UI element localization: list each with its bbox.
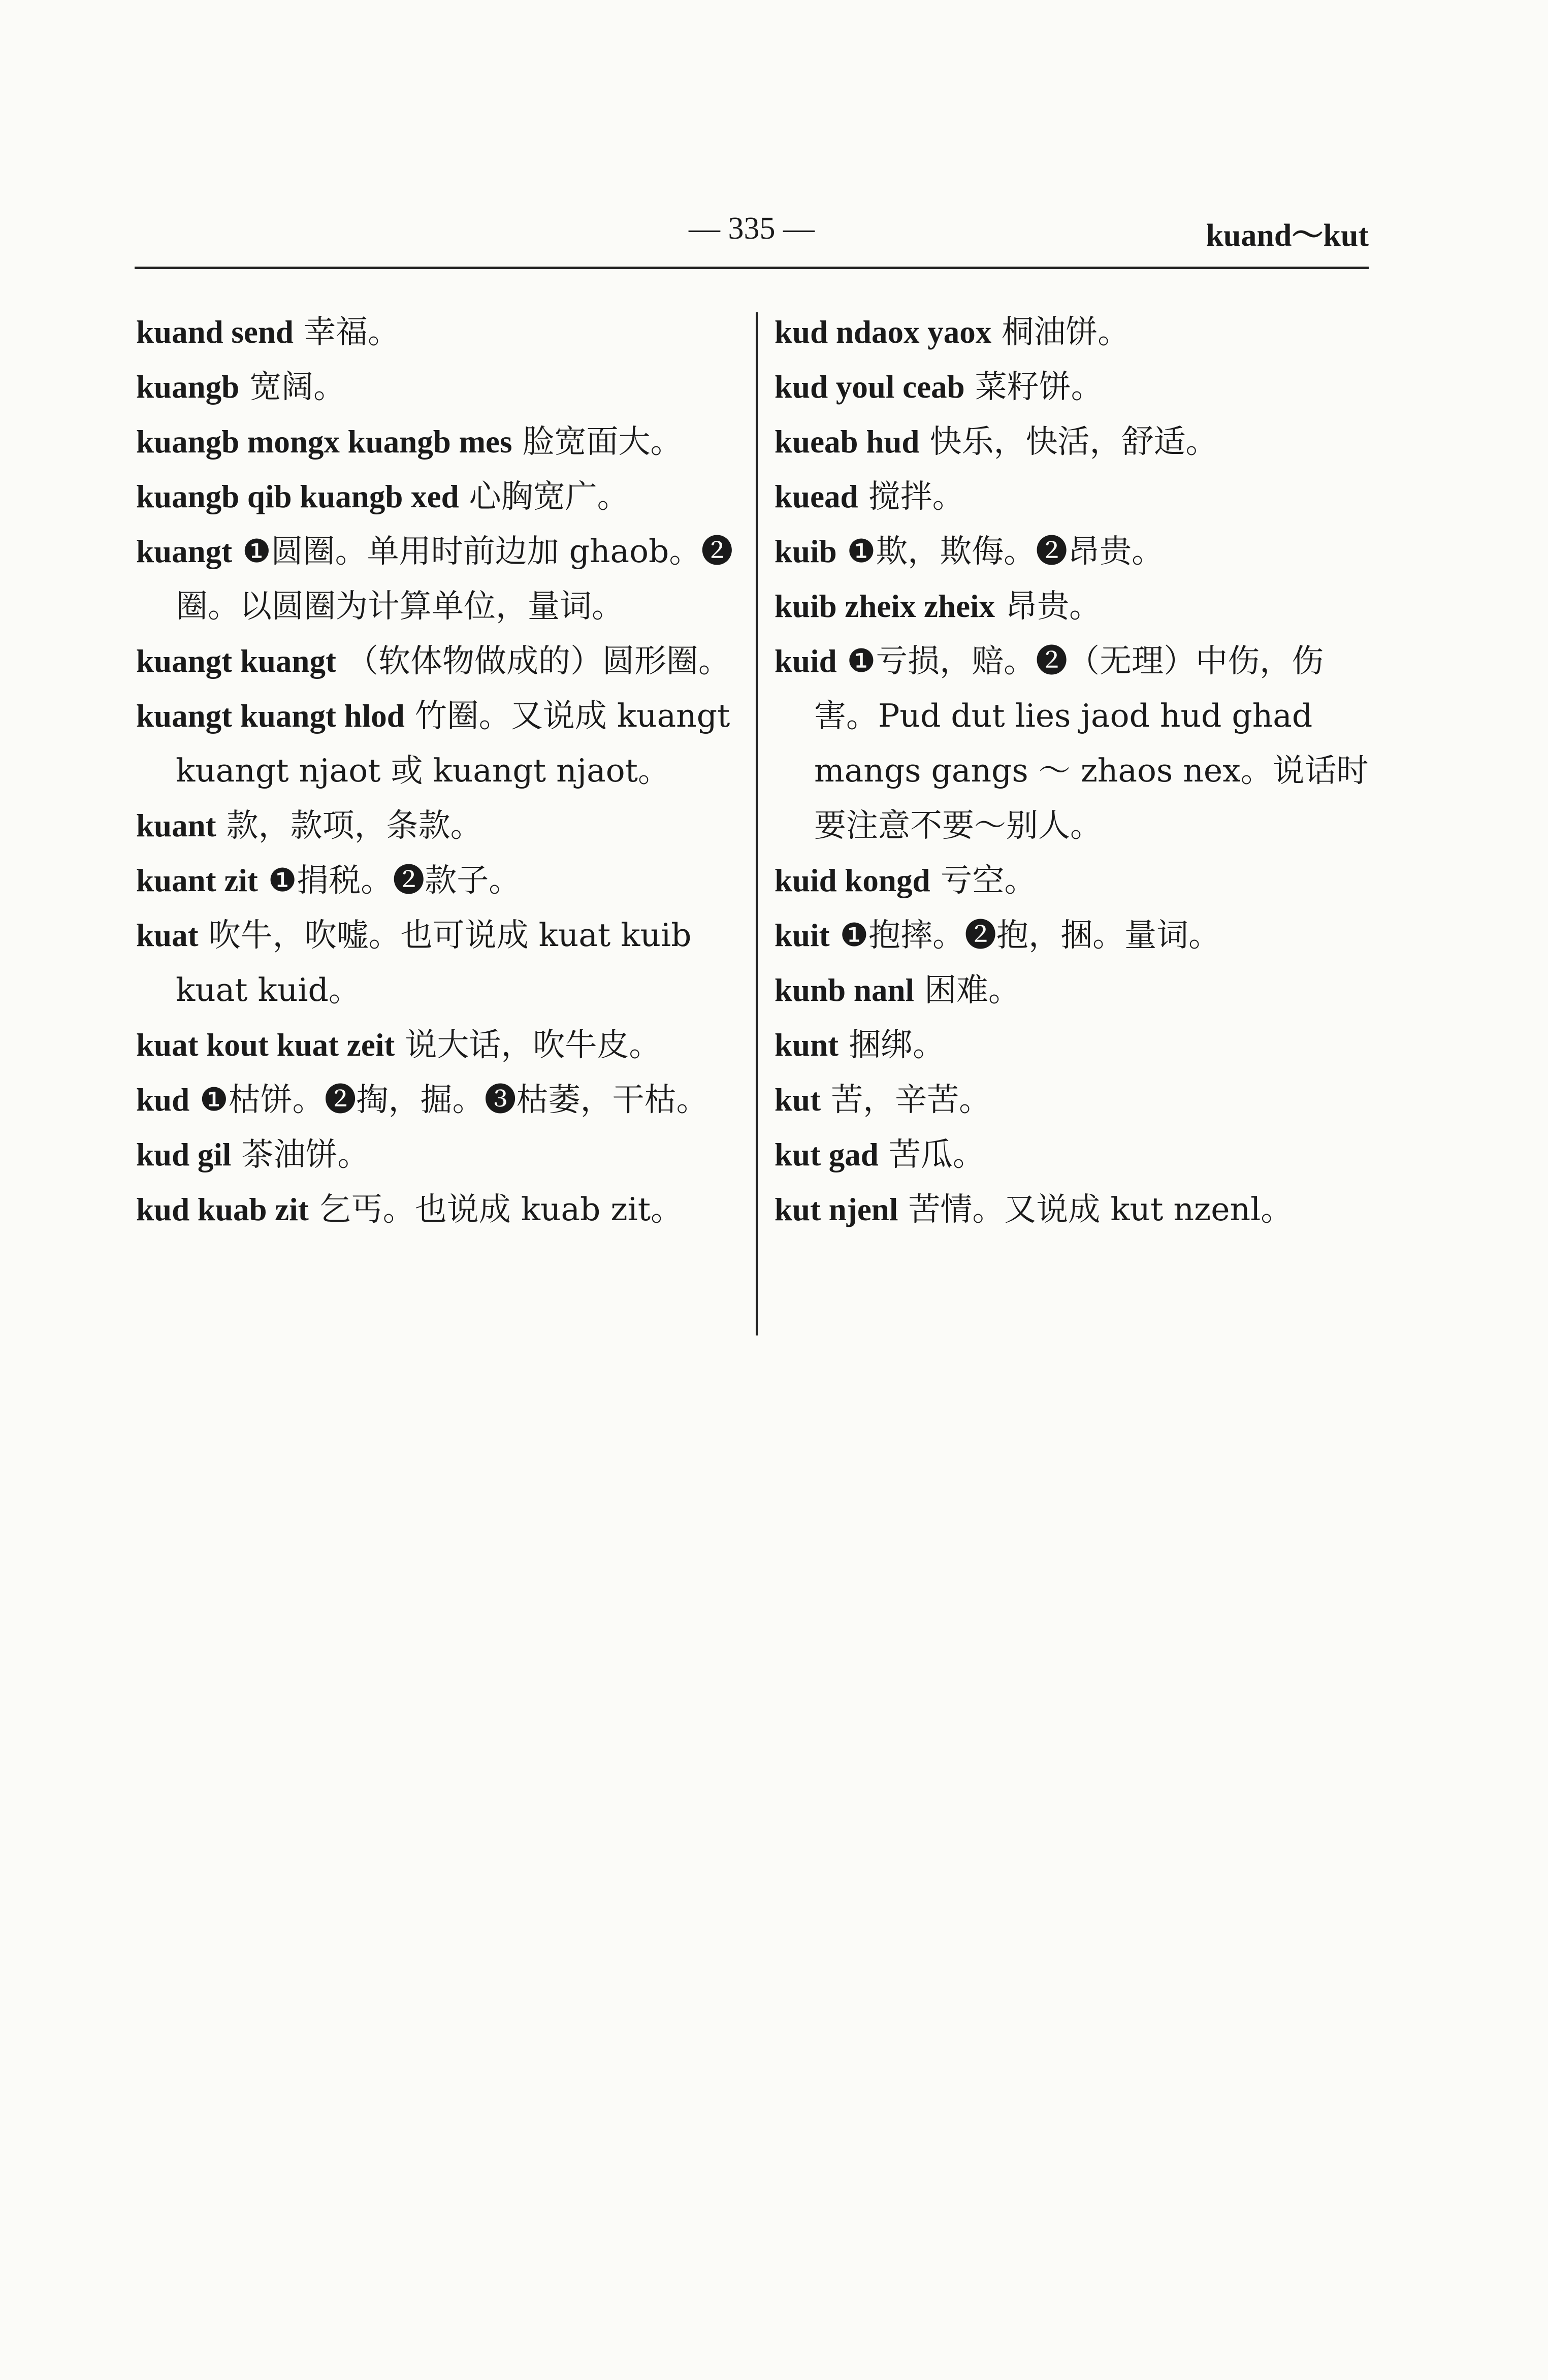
dictionary-entry [136, 414, 735, 469]
dictionary-entry [775, 1182, 1369, 1237]
dictionary-entry [775, 1127, 1369, 1182]
dictionary-entry [136, 360, 735, 414]
headword: kuat [136, 918, 199, 953]
definition: 菜籽饼。 [975, 368, 1103, 405]
headword: kud youl ceab [775, 369, 965, 405]
headword: kuangb mongx kuangb mes [136, 424, 512, 460]
headword: kuangt kuangt hlod [136, 698, 405, 734]
definition: 困难。 [924, 971, 1021, 1008]
definition: 昂贵。 [1005, 588, 1102, 625]
headword: kuangb [136, 369, 240, 405]
definition: 苦情。又说成 kut nzenl。 [908, 1191, 1293, 1228]
dictionary-entry [775, 305, 1369, 360]
dictionary-entry [136, 1072, 735, 1127]
definition: ❶圆圈。单用时前边加 ghaob。❷圈。以圆圈为计算单位，量词。 [176, 533, 733, 625]
headword: kuat kout kuat zeit [136, 1027, 395, 1063]
dictionary-entry [136, 689, 735, 798]
definition: ❶枯饼。❷掏，掘。❸枯萎，干枯。 [200, 1081, 708, 1118]
definition: 心胸宽广。 [469, 478, 629, 515]
headword: kuid kongd [775, 863, 930, 898]
left-column [136, 305, 735, 1237]
definition: 捆绑。 [849, 1026, 945, 1063]
dictionary-entry [136, 1182, 735, 1237]
headword: kut [775, 1082, 821, 1118]
definition: 幸福。 [304, 313, 400, 350]
headword: kud gil [136, 1137, 232, 1172]
headword: kuib zheix zheix [775, 589, 995, 624]
dictionary-entry [775, 1018, 1369, 1072]
dictionary-entry [775, 1072, 1369, 1127]
dictionary-entry [775, 908, 1369, 963]
dictionary-entry [775, 469, 1369, 524]
running-head: kuand～kut [1206, 218, 1369, 253]
definition: 快乐，快活，舒适。 [929, 423, 1218, 460]
definition: 乞丐。也说成 kuab zit。 [318, 1191, 683, 1228]
definition: 苦瓜。 [888, 1136, 985, 1173]
definition: ❶欺，欺侮。❷昂贵。 [847, 533, 1164, 570]
definition: ❶抱摔。❷抱，捆。量词。 [840, 917, 1221, 954]
headword: kuand send [136, 314, 294, 350]
definition: ❶捐税。❷款子。 [268, 862, 521, 899]
headword: kuib [775, 534, 837, 569]
dictionary-entry [136, 524, 735, 634]
definition: 搅拌。 [868, 478, 964, 515]
dictionary-entry [136, 305, 735, 360]
dictionary-entry [136, 908, 735, 1018]
definition: 吹牛，吹嘘。也可说成 kuat kuib kuat kuid。 [176, 917, 692, 1008]
headword: kud kuab zit [136, 1192, 309, 1227]
headword: kud [136, 1082, 190, 1118]
dictionary-entry [136, 853, 735, 908]
headword: kut njenl [775, 1192, 898, 1227]
dictionary-entry [775, 579, 1369, 634]
definition: 桐油饼。 [1002, 313, 1130, 350]
headword: kuangt kuangt [136, 643, 336, 679]
headword: kuangt [136, 534, 233, 569]
dictionary-entry [136, 634, 735, 689]
definition: 茶油饼。 [241, 1136, 370, 1173]
definition: 亏空。 [940, 862, 1037, 899]
dictionary-entry [775, 524, 1369, 579]
definition: 脸宽面大。 [522, 423, 683, 460]
header-rule [135, 267, 1369, 269]
dictionary-entry [136, 798, 735, 853]
page-number: — 335 — [689, 211, 815, 246]
right-column [775, 305, 1369, 1237]
headword: kuit [775, 918, 830, 953]
dictionary-entry [775, 853, 1369, 908]
dictionary-entry [775, 634, 1369, 853]
page-header [135, 201, 1369, 262]
headword: kunt [775, 1027, 839, 1063]
column-divider [756, 312, 758, 1335]
headword: kud ndaox yaox [775, 314, 992, 350]
definition: 款，款项，条款。 [226, 807, 482, 844]
dictionary-entry [775, 360, 1369, 414]
headword: kuant zit [136, 863, 258, 898]
dictionary-entry [136, 1127, 735, 1182]
headword: kunb nanl [775, 972, 914, 1008]
definition: 宽阔。 [249, 368, 346, 405]
definition: 苦，辛苦。 [831, 1081, 991, 1118]
dictionary-entry [136, 469, 735, 524]
headword: kuead [775, 479, 858, 514]
dictionary-entry [775, 414, 1369, 469]
definition: ❶亏损，赔。❷（无理）中伤，伤害。Pud dut lies jaod hud ghad mangs gangs ～ zhaos nex。说话时要注意不要～别人。 [814, 642, 1369, 844]
headword: kuid [775, 643, 837, 679]
definition: 竹圈。又说成 kuangt kuangt njaot 或 kuangt njaot。 [176, 697, 730, 789]
dictionary-entry [775, 963, 1369, 1018]
definition: 说大话，吹牛皮。 [405, 1026, 661, 1063]
headword: kueab hud [775, 424, 920, 460]
definition: （软体物做成的）圆形圈。 [346, 642, 730, 679]
dictionary-entry [136, 1018, 735, 1072]
headword: kuant [136, 808, 216, 843]
headword: kut gad [775, 1137, 879, 1172]
headword: kuangb qib kuangb xed [136, 479, 459, 514]
